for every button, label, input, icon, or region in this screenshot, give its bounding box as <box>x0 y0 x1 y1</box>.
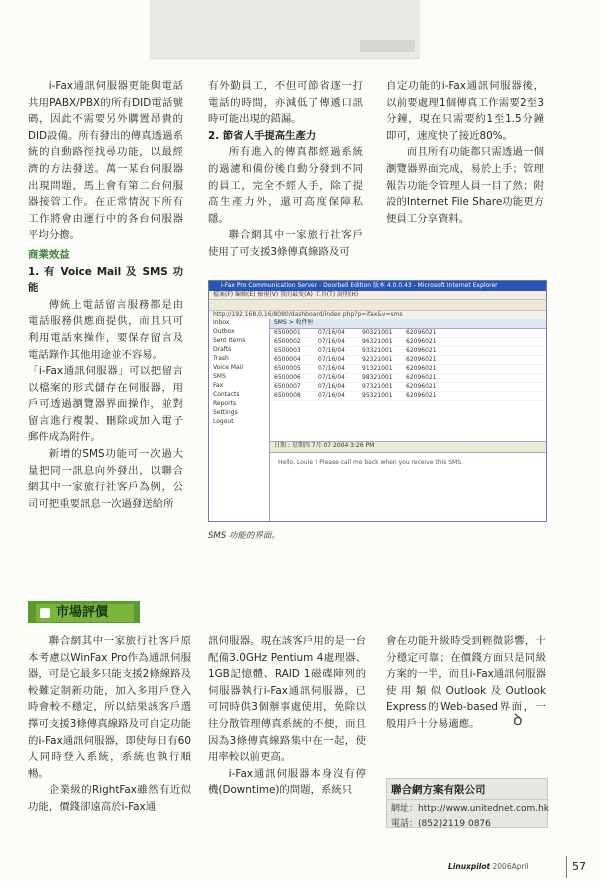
article-column-1 <box>28 78 183 512</box>
table-row <box>270 383 546 392</box>
paragraph: 新增的SMS功能可一次過大量把同一訊息向外發出，以聯合網其中一家旅行社客戶為例，公司可把重要訊息一次過發送給所 <box>28 448 183 510</box>
screenshot-folder-tree <box>209 319 270 521</box>
table-row <box>270 329 546 338</box>
screenshot-address-bar: http://192.168.0.16/8080/dashboard/index.php?p=ifax&v=sms <box>209 311 546 320</box>
cell: 92321001 <box>362 356 393 363</box>
cell: 6500003 <box>274 347 301 354</box>
cell: 98321001 <box>362 374 393 381</box>
page-footer <box>448 862 529 871</box>
message-info-bar: 日期 : 星期四 7月 07 2004 3:26 PM <box>270 441 546 453</box>
paragraph: 所有進入的傳真都經過系統的過濾和備份後自動分發到不同的員工，完全不經人手，除了提高生產力外，還可高度保障私隱。 <box>208 146 363 225</box>
cell: 62096021 <box>406 392 437 399</box>
paragraph: 「i-Fax通訊伺服器」可以把留言以檔案的形式儲存在伺服器，用戶可透過瀏覽器界面操作，並對留言進行複製、刪除或加入電子郵件成為附件。 <box>28 365 183 444</box>
figure-caption: SMS 功能的界面。 <box>208 531 280 541</box>
tree-item: Sent Items <box>213 337 246 344</box>
table-row <box>270 392 546 401</box>
tree-item: Inbox <box>213 319 230 326</box>
tree-item: Outbox <box>213 328 235 335</box>
tree-item: Settings <box>213 409 238 416</box>
table-row <box>270 374 546 383</box>
market-column-1 <box>28 633 191 816</box>
cell: 07/16/04 <box>318 356 345 363</box>
cell: 6500007 <box>274 383 301 390</box>
cell: 95321001 <box>362 392 393 399</box>
cell: 62096021 <box>406 347 437 354</box>
tree-item: Drafts <box>213 346 232 353</box>
market-column-2 <box>208 633 366 799</box>
table-row <box>270 347 546 356</box>
company-info-box <box>386 778 548 828</box>
tree-item: SMS <box>213 373 226 380</box>
cell: 96321001 <box>362 338 393 345</box>
issue-date: 2006April <box>492 862 529 871</box>
cell: 62096021 <box>406 329 437 336</box>
paragraph: 有外勤員工，不但可節省逐一打電話的時間，亦減低了傳遞口訊時可能出現的錯漏。 <box>208 80 363 126</box>
cell: 6500001 <box>274 329 301 336</box>
message-preview: Hello, Louie ! Please call me back when you receive this SMS. <box>278 459 463 466</box>
section-heading-market-review: 市場評價 <box>56 605 109 620</box>
cell: 62096021 <box>406 365 437 372</box>
screenshot-message-list <box>270 319 546 521</box>
table-row <box>270 365 546 374</box>
paragraph: 會在功能升級時受到輕微影響，十分穩定可靠；在價錢方面只是同級方案的一半，而且i-Fax通訊伺服器使用類似Outlook及Outlook Express的Web-based界面，一般用戶十分易適應。 <box>386 635 546 730</box>
tree-item: Logout <box>213 418 234 425</box>
sms-interface-screenshot <box>208 280 547 522</box>
square-bullet-icon <box>40 608 50 618</box>
cell: 6500006 <box>274 374 301 381</box>
paragraph: 自定功能的i-Fax通訊伺服器後，以前要處理1個傳真工作需要2至3分鐘，現在只需要約1至1.5分鐘即可，速度快了接近80%。 <box>386 80 544 142</box>
article-column-3 <box>386 78 544 227</box>
cell: 07/16/04 <box>318 374 345 381</box>
screenshot-toolbar <box>209 300 546 311</box>
company-name: 聯合網方案有限公司 <box>387 779 547 800</box>
cell: 91321001 <box>362 365 393 372</box>
paragraph: 聯合網其中一家旅行社客戶原本考慮以WinFax Pro作為通訊伺服器，可是它最多只能支援2條線路及較難定制新功能，加入多用戶登入時會較不穩定，所以結果該客戶選擇可支援3條傳真線路及可自定功能的i-Fax通訊伺服器，即使每日有60人同時登入系統，系統也執行順暢。 <box>28 635 191 780</box>
list-header: SMS > 收件匣 <box>270 319 546 329</box>
screenshot-menu-bar: 檔案(F) 編輯(E) 檢視(V) 我的最愛(A) 工具(T) 說明(H) <box>209 291 546 300</box>
subheading-voicemail-sms: 1. 有 Voice Mail 及 SMS 功能 <box>28 265 183 295</box>
cell: 07/16/04 <box>318 383 345 390</box>
company-phone: 電話：(852)2119 0876 <box>391 819 491 829</box>
footer-divider <box>566 856 567 878</box>
cell: 62096021 <box>406 356 437 363</box>
article-column-2 <box>208 78 363 261</box>
company-website[interactable]: 網址：http://www.unitednet.com.hk <box>391 804 550 814</box>
table-row <box>270 356 546 365</box>
paragraph: 訊伺服器。現在該客戶用的是一台配備3.0GHz Pentium 4處理器、1GB記憶體、RAID 1磁碟陣列的伺服器執行i-Fax通訊伺服器，已可同時供3個辦事處使用，免除以往分散管理傳真系統的不便，而且因為3條傳真線路集中在一起，使用率較以前更高。 <box>208 635 366 764</box>
subheading-productivity: 2. 節省人手提高生產力 <box>208 129 317 142</box>
paragraph: i-Fax通訊伺服器更能與電話共用PABX/PBX的所有DID電話號碼，因此不需要另外購置昂貴的DID設備。所有發出的傳真透過系統的自動路徑找尋功能，以最經濟的方法發送。萬一某台伺服器出現問題，馬上會有第二台伺服器接管工作。在正常情況下所有工作將會由運行中的各台伺服器平均分擔。 <box>28 80 183 242</box>
tree-item: Contacts <box>213 391 240 398</box>
paragraph: 傳統上電話留言服務都是由電話服務供應商提供，而且只可利用電話來操作，要保存留言及電話錄作其他用途並不容易。 <box>28 298 183 361</box>
cell: 62096021 <box>406 338 437 345</box>
cell: 07/16/04 <box>318 329 345 336</box>
cell: 6500004 <box>274 356 301 363</box>
end-mark-icon: ꝺ <box>513 710 523 729</box>
cell: 62096021 <box>406 374 437 381</box>
magazine-name: Linuxpilot <box>448 862 491 871</box>
cell: 62096021 <box>406 383 437 390</box>
section-heading-business-benefits: 商業效益 <box>28 248 70 261</box>
paragraph: 企業級的RightFax雖然有近似功能，價錢卻遠高於i-Fax通 <box>28 784 191 813</box>
tree-item: Trash <box>213 355 229 362</box>
paragraph: i-Fax通訊伺服器本身沒有停機(Downtime)的問題，系統只 <box>208 767 366 797</box>
cell: 6500005 <box>274 365 301 372</box>
paragraph: 而且所有功能都只需透過一個瀏覽器界面完成，易於上手；管理報告功能令管理人員一目了然；附設的Internet File Share功能更方便員工分享資料。 <box>386 146 544 225</box>
cell: 07/16/04 <box>318 338 345 345</box>
cell: 6500002 <box>274 338 301 345</box>
cell: 6500008 <box>274 392 301 399</box>
table-row <box>270 338 546 347</box>
page-number: 57 <box>572 860 586 873</box>
cell: 07/16/04 <box>318 365 345 372</box>
cell: 07/16/04 <box>318 392 345 399</box>
paragraph: 聯合網其中一家旅行社客戶使用了可支援3條傳真線路及可 <box>208 229 363 258</box>
cell: 07/16/04 <box>318 347 345 354</box>
tree-item: Reports <box>213 400 237 407</box>
cell: 90321001 <box>362 329 393 336</box>
header-banner-tag <box>360 40 415 52</box>
cell: 93321001 <box>362 347 393 354</box>
cell: 97321001 <box>362 383 393 390</box>
screenshot-title-bar: i-Fax Pro Communication Server - Doorbell Edition 版本 4.0.0.43 - Microsoft Internet Explorer <box>209 281 546 291</box>
tree-item: Fax <box>213 382 224 389</box>
tree-item: Voice Mail <box>213 364 244 371</box>
